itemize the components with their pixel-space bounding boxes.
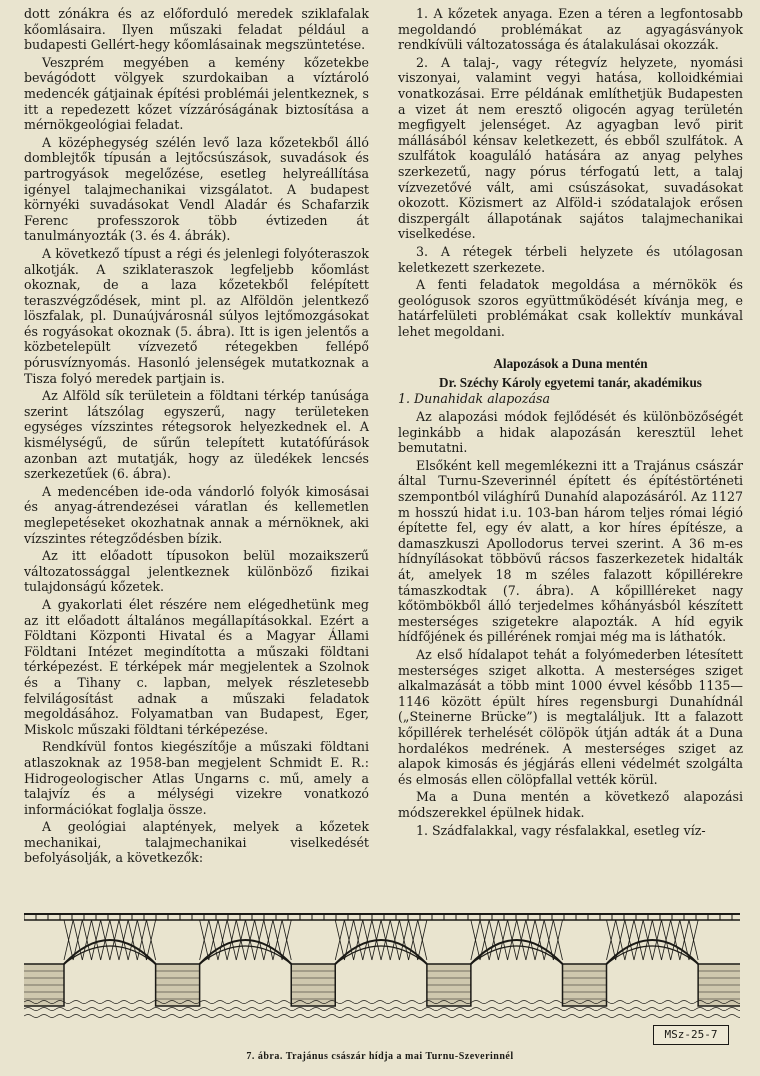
paragraph: A medencében ide-oda vándorló folyók kimosásai és anyag-átrendezései váratlan és kellemetlen meglepetéseket okozhatnak annak a mérnöknek, aki vízszintes rétegződésben bízik. bbox=[24, 483, 369, 546]
timber-arch-inner bbox=[335, 946, 427, 964]
timber-arch-inner bbox=[471, 946, 563, 964]
paragraph: Ma a Duna mentén a következő alapozási módszerekkel épülnek hidak. bbox=[398, 789, 743, 820]
timber-arch bbox=[64, 940, 156, 964]
paragraph: 1. Szádfalakkal, vagy résfalakkal, esetleg víz- bbox=[416, 822, 706, 838]
paragraph: A geológiai alaptények, melyek a kőzetek mechanikai, talajmechanikai viselkedését befolyásolják, a következők: bbox=[24, 819, 369, 866]
paragraph: A középhegység szélén levő laza kőzetekből álló domblejtők típusán a lejtőcsúszások, suvadások és partrogyások megelőzése, esetleg helyreállítása igényel talajmechanikai vizsgálatot. A budapest környéki suvadásokat Vendl Aladár és Schafarzik Ferenc professzorok több évtizeden át tanulmányozták (3. és 4. ábrák). bbox=[24, 134, 369, 244]
timber-arch bbox=[607, 940, 699, 964]
bridge-drawing bbox=[24, 906, 740, 1024]
section-title: Alapozások a Duna mentén bbox=[493, 356, 648, 372]
water-line bbox=[24, 1008, 740, 1011]
paragraph: A következő típust a régi és jelenlegi folyóteraszok alkotják. A sziklateraszok legfeljebb kőomlást okoznak, de a laza kőzetekből felépített teraszvégződések, mint pl. az Alföldön jelentkező löszfalak, pl. Dunaújvárosnál súlyos lejtőmozgásokat és rogyásokat okoznak (5. ábra). Itt is igen jelentős a közbetelepült vízvezető rétegekben fellépő pórusvíznyomás. Hasonló jelenségek mutatkoznak a Tisza folyó meredek partjain is. bbox=[24, 245, 369, 386]
timber-arch bbox=[335, 940, 427, 964]
timber-arch-inner bbox=[200, 946, 292, 964]
left-column bbox=[24, 6, 369, 868]
bridge-figure bbox=[24, 906, 740, 1024]
paragraph: 2. A talaj-, vagy rétegvíz helyzete, nyomási viszonyai, valamint vegyi hatása, kolloidkémiai vonatkozásai. Erre példának említhetjük Budapesten a vizet át nem eresztő oligocén agyag területén megfigyelt jelenséget. Az agyagban levő pirit mállásából kénsav keletkezett, és ebből szulfátok. A szulfátok koaguláló hatására az anyag pelyhes szerkezetű, nagy pórus térfogatú lett, a talaj vízvezetővé vált, ami csúszásokat, suvadásokat okozott. Közismert az Alföld-i szódatalajok erősen diszpergált állapotának sajátos talajmechanikai viselkedése. bbox=[398, 54, 743, 242]
paragraph: Elsőként kell megemlékezni itt a Trajánus császár által Turnu-Szeverinnél épített és építéstörténeti szempontból világhírű Dunahíd alapozásáról. Az 1127 m hosszú hidat i.u. 103-ban három teljes római légió építette fel, egy év alatt, a kor híres építésze, a damaszkuszi Apollodorus tervei szerint. A 36 m-es hídnyílásokat többövű rácsos faszerkezetek hidalták át, amelyek 18 m széles falazott kőpillérekre támaszkodtak (7. ábra). A kőpillléreket nagy kőtömbökből álló terjedelmes kőhányásból készített mesterséges szigetekre alapozták. A híd egyik hídfőjének és pillérének romjai még ma is láthatók. bbox=[398, 457, 743, 645]
timber-arch bbox=[471, 940, 563, 964]
timber-arch-inner bbox=[64, 946, 156, 964]
paragraph: 3. A rétegek térbeli helyzete és utólagosan keletkezett szerkezete. bbox=[398, 243, 743, 275]
paragraph: Az első hídalapot tehát a folyómederben létesített mesterséges sziget alkotta. A mesterséges sziget alkalmazását a több mint 1000 évvel később 1135—1146 között épült híres regensburgi Dunahídnál („Steinerne Brücke”) is megtaláljuk. Itt a falazott kőpillérek terhelését cölöpök útján adták át a Duna hordalékos medrének. A mesterséges sziget az alapok kimosás és jégjárás elleni védelmét szolgálta és elmosás ellen cölöpfallal vették körül. bbox=[398, 646, 743, 787]
paragraph: Az itt előadott típusokon belül mozaikszerű változatossággal jelentkeznek különböző fizikai tulajdonságú kőzetek. bbox=[24, 548, 369, 595]
section-author: Dr. Széchy Károly egyetemi tanár, akadémikus bbox=[439, 375, 702, 391]
paragraph: Az alapozási módok fejlődését és különbözőségét leginkább a hidak alapozásán keresztül lehet bemutatni. bbox=[398, 409, 743, 456]
paragraph: A gyakorlati élet részére nem elégedhetünk meg az itt előadott általános megállapításokkal. Ezért a Földtani Központi Hivatal és a Magyar Állami Földtani Intézet megindította a műszaki földtani térképezést. E térképek már megjelentek a Szolnok és a Tihany c. lapban, melyek részletesebb felvilágosítást adnak a műszaki feladatok megoldásához. Folyamatban van Budapest, Eger, Miskolc műszaki földtani térképezése. bbox=[24, 596, 369, 737]
paragraph: A fenti feladatok megoldása a mérnökök és geológusok szoros együttműködését kívánja meg, e határfelületi problémákat csak kollektív munkával lehet megoldani. bbox=[398, 277, 743, 339]
figure-code: MSz-25-7 bbox=[653, 1025, 729, 1045]
timber-arch-inner bbox=[607, 946, 699, 964]
water-line bbox=[24, 1015, 740, 1018]
paragraph: dott zónákra és az előforduló meredek sziklafalak kőomlásaira. Ilyen műszaki feladat például a budapesti Gellért-hegy kőomlásainak megszüntetése. bbox=[24, 6, 369, 53]
paragraph: 1. A kőzetek anyaga. Ezen a téren a legfontosabb megoldandó problémákat az agyagásványok rendkívüli változatossága és átalakulásai okozzák. bbox=[398, 6, 743, 53]
paragraph: Rendkívül fontos kiegészítője a műszaki földtani atlaszoknak az 1958-ban megjelent Schmidt E. R.: Hidrogeologischer Atlas Ungarns c. mű, amely a talajvíz és a mélységi vizekre vonatkozó információkat foglalja össze. bbox=[24, 739, 369, 817]
right-column bbox=[398, 6, 743, 840]
subheading: 1. Dunahidak alapozása bbox=[398, 391, 550, 407]
water-line bbox=[24, 1001, 740, 1004]
paragraph: Veszprém megyében a kemény kőzetekbe bevágódott völgyek szurdokaiban a víztároló medencék gátjainak építési problémái jelentkeznek, s itt a repedezett kőzet vízzáróságának biztosítása a mérnökgeológiai feladat. bbox=[24, 54, 369, 133]
timber-arch bbox=[200, 940, 292, 964]
paragraph: Az Alföld sík területein a földtani térkép tanúsága szerint látszólag egyszerű, nagy területeken egységes vízszintes rétegsorok helyezkednek el. A kismélységű, de sűrűn telepített kutatófúrások azonban azt mutatják, hogy az üledékek lencsés szerkezetűek (6. ábra). bbox=[24, 388, 369, 482]
figure-caption: 7. ábra. Trajánus császár hídja a mai Turnu-Szeverinnél bbox=[246, 1051, 514, 1062]
